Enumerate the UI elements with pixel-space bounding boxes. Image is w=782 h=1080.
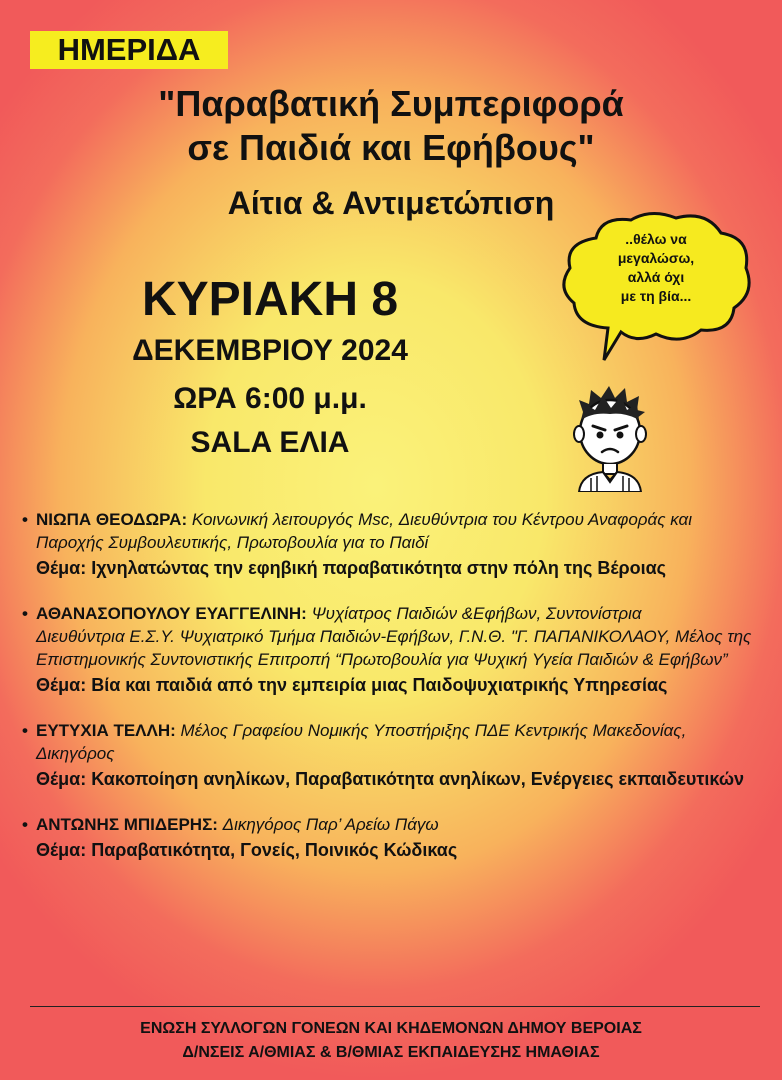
- speaker-name: ΑΘΑΝΑΣΟΠΟΥΛΟΥ ΕΥΑΓΓΕΛΙΝΗ:: [36, 604, 307, 623]
- speech-bubble: [556, 208, 756, 368]
- speaker-role: Μέλος Γραφείου Νομικής Υποστήριξης ΠΔΕ Κεντρικής Μακεδονίας,: [180, 721, 687, 740]
- speakers-list: [22, 508, 767, 884]
- organizer-line-1: ΕΝΩΣΗ ΣΥΛΛΟΓΩΝ ΓΟΝΕΩΝ ΚΑΙ ΚΗΔΕΜΟΝΩΝ ΔΗΜΟΥ ΒΕΡΟΙΑΣ: [140, 1020, 642, 1037]
- bubble-line: μεγαλώσω,: [617, 250, 695, 266]
- speaker-item: [22, 813, 767, 862]
- speaker-item: [22, 719, 767, 791]
- main-title: [0, 82, 782, 170]
- bubble-line: ..θέλω να: [625, 231, 687, 247]
- subtitle: Αίτια & Αντιμετώπιση: [227, 185, 555, 221]
- footer-divider: [30, 1006, 760, 1007]
- bubble-line: αλλά όχι: [627, 269, 685, 285]
- bullet-icon: •: [22, 721, 28, 740]
- event-month-year: ΔΕΚΕΜΒΡΙΟΥ 2024: [132, 334, 408, 367]
- bubble-text: [586, 230, 726, 306]
- bubble-line: με τη βία...: [620, 288, 692, 304]
- angry-boy-icon: [565, 382, 655, 492]
- event-day: ΚΥΡΙΑΚΗ 8: [141, 273, 399, 326]
- bullet-icon: •: [22, 604, 28, 623]
- speaker-role: Ψυχίατρος Παιδιών &Εφήβων, Συντονίστρια: [311, 604, 642, 623]
- speaker-topic: Θέμα: Κακοποίηση ανηλίκων, Παραβατικότητα ανηλίκων, Ενέργειες εκπαιδευτικών: [36, 769, 745, 789]
- title-line-1: "Παραβατική Συμπεριφορά: [158, 83, 624, 124]
- speaker-item: [22, 508, 767, 580]
- speaker-topic: Θέμα: Παραβατικότητα, Γονείς, Ποινικός Κώδικας: [36, 840, 458, 860]
- speaker-item: [22, 602, 767, 697]
- event-time: ΩΡΑ 6:00 μ.μ.: [173, 382, 367, 415]
- bullet-icon: •: [22, 815, 28, 834]
- speaker-role: Δικηγόρος Παρ’ Αρείω Πάγω: [222, 815, 439, 834]
- speaker-topic: Θέμα: Βία και παιδιά από την εμπειρία μιας Παιδοψυχιατρικής Υπηρεσίας: [36, 675, 668, 695]
- event-venue: SALA ΕΛΙΑ: [190, 426, 350, 459]
- speaker-role: Κοινωνική λειτουργός Msc, Διευθύντρια του Κέντρου Αναφοράς και: [191, 510, 692, 529]
- speaker-name: ΝΙΩΠΑ ΘΕΟΔΩΡΑ:: [36, 510, 188, 529]
- speaker-topic: Θέμα: Ιχνηλατώντας την εφηβική παραβατικότητα στην πόλη της Βέροιας: [36, 558, 666, 578]
- bullet-icon: •: [22, 510, 28, 529]
- speaker-role-continued: Διευθύντρια Ε.Σ.Υ. Ψυχιατρικό Τμήμα Παιδιών-Εφήβων, Γ.Ν.Θ. "Γ. ΠΑΠΑΝΙΚΟΛΑΟΥ, Μέλος της Επιστημονικής Συντονιστικής Επιτροπή “Πρωτοβουλία για Ψυχική Υγεία Παιδιών & Εφήβων”: [36, 627, 752, 669]
- title-line-2: σε Παιδιά και Εφήβους": [187, 127, 595, 168]
- speaker-name: ΑΝΤΩΝΗΣ ΜΠΙΔΕΡΗΣ:: [36, 815, 218, 834]
- speaker-name: ΕΥΤΥΧΙΑ ΤΕΛΛΗ:: [36, 721, 176, 740]
- speaker-role-continued: Δικηγόρος: [36, 744, 115, 763]
- organizer-line-2: Δ/ΝΣΕΙΣ Α/ΘΜΙΑΣ & Β/ΘΜΙΑΣ ΕΚΠΑΙΔΕΥΣΗΣ ΗΜΑΘΙΑΣ: [182, 1044, 600, 1061]
- angry-boy-illustration: [565, 382, 655, 492]
- event-type-badge: ΗΜΕΡΙΔΑ: [30, 31, 228, 69]
- speaker-role-continued: Παροχής Συμβουλευτικής, Πρωτοβουλία για το Παιδί: [36, 533, 429, 552]
